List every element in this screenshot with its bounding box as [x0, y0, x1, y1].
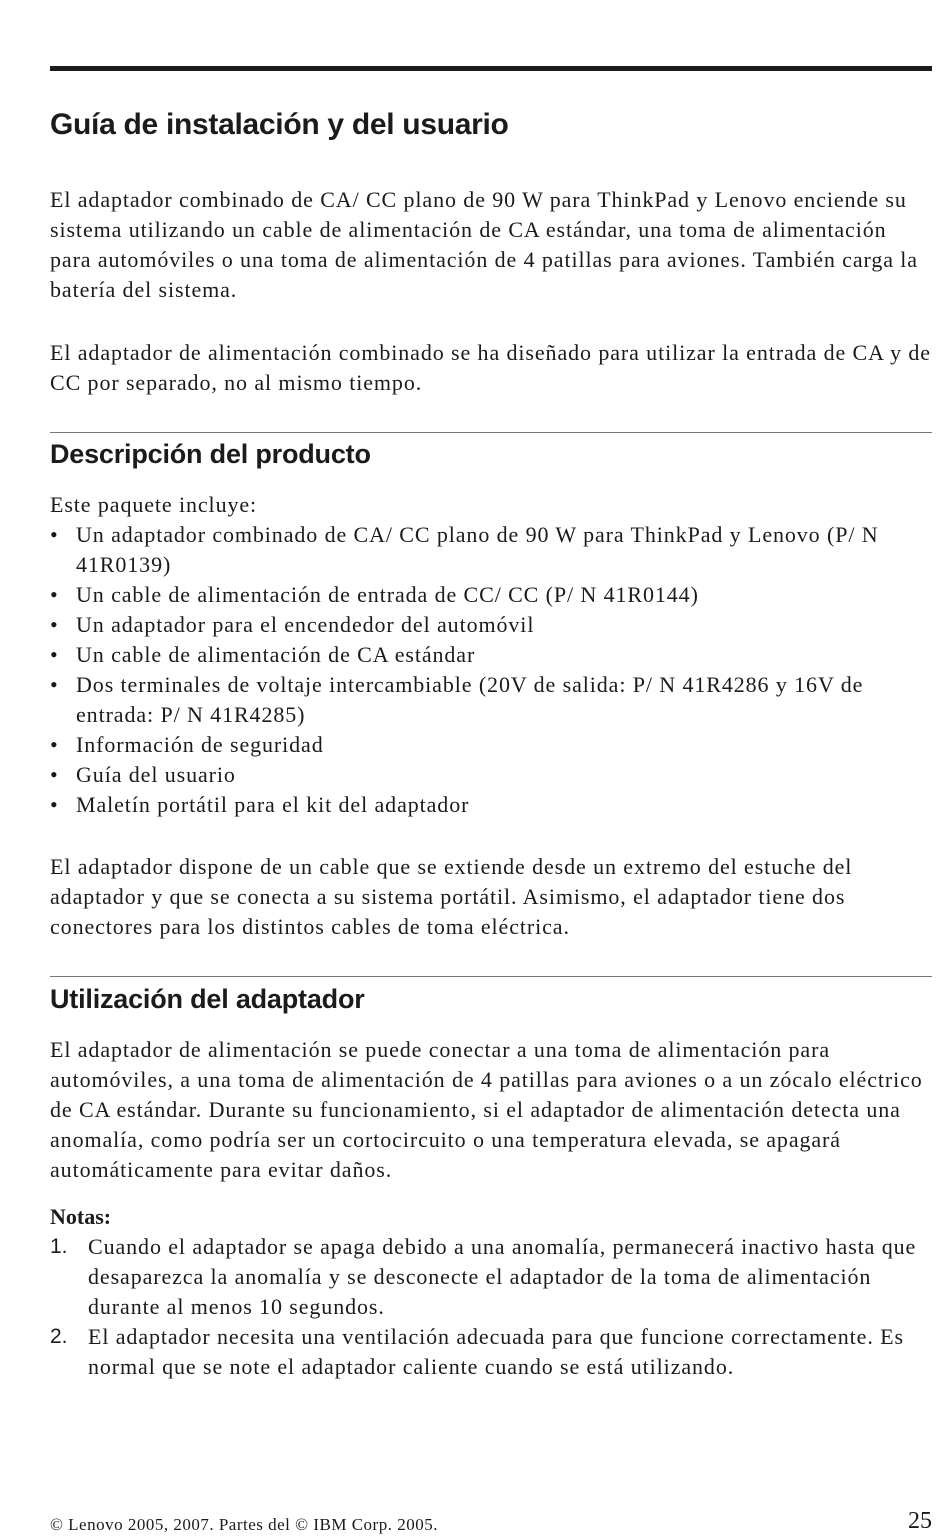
list-item-text: Un cable de alimentación de CA estándar — [76, 642, 476, 667]
note-text: Cuando el adaptador se apaga debido a una anomalía, permanecerá inactivo hasta que desaparezca la anomalía y se desconecte el adaptador de la toma de alimentación durante al menos 10 segundos. — [88, 1234, 917, 1319]
intro-paragraph-1: El adaptador combinado de CA/ CC plano de 90 W para ThinkPad y Lenovo enciende su sistema utilizando un cable de alimentación de CA estándar, una toma de alimentación para automóviles o una toma de alimentación de 4 patillas para aviones. También carga la batería del sistema. — [50, 187, 918, 302]
list-item-text: Un adaptador para el encendedor del automóvil — [76, 612, 535, 637]
section-rule-description — [50, 432, 932, 433]
section-rule-usage — [50, 976, 932, 977]
bullet-icon: • — [50, 582, 59, 607]
note-number: 1. — [50, 1235, 68, 1258]
copyright-footer: © Lenovo 2005, 2007. Partes del © IBM Corp. 2005. — [50, 1515, 438, 1534]
description-closing-paragraph: El adaptador dispone de un cable que se extiende desde un extremo del estuche del adaptador y que se conecta a su sistema portátil. Asimismo, el adaptador tiene dos conectores para los distintos cables de toma eléctrica. — [50, 854, 853, 939]
bullet-icon: • — [50, 792, 59, 817]
list-item-text: Un cable de alimentación de entrada de CC/ CC (P/ N 41R0144) — [76, 582, 699, 607]
list-item — [50, 610, 932, 640]
bullet-icon: • — [50, 642, 59, 667]
note-number: 2. — [50, 1325, 68, 1348]
top-rule — [50, 66, 932, 71]
bullet-icon: • — [50, 762, 59, 787]
bullet-icon: • — [50, 612, 59, 637]
list-item — [50, 580, 932, 610]
list-item-text: Guía del usuario — [76, 762, 236, 787]
list-item-text: Dos terminales de voltaje intercambiable (20V de salida: P/ N 41R4286 y 16V de entrada: P/ N 41R4285) — [76, 672, 864, 727]
list-item — [50, 760, 932, 790]
list-item-text: Un adaptador combinado de CA/ CC plano de 90 W para ThinkPad y Lenovo (P/ N 41R0139) — [76, 522, 879, 577]
bullet-icon: • — [50, 732, 59, 757]
section-heading-description: Descripción del producto — [50, 439, 371, 469]
description-content — [50, 490, 932, 820]
notes-title: Notas: — [50, 1204, 112, 1229]
list-item — [50, 520, 932, 580]
page-title: Guía de instalación y del usuario — [50, 108, 509, 141]
package-contents-list — [50, 520, 932, 820]
note-item — [50, 1322, 932, 1382]
bullet-icon: • — [50, 522, 59, 547]
bullet-icon: • — [50, 672, 59, 697]
intro-paragraph-2: El adaptador de alimentación combinado se ha diseñado para utilizar la entrada de CA y de CC por separado, no al mismo tiempo. — [50, 340, 931, 395]
page-number: 25 — [908, 1508, 932, 1534]
list-item — [50, 790, 932, 820]
notes-list — [50, 1232, 932, 1382]
notes-block — [50, 1202, 932, 1382]
list-item — [50, 670, 932, 730]
section-heading-usage: Utilización del adaptador — [50, 984, 365, 1014]
list-item-text: Maletín portátil para el kit del adaptador — [76, 792, 470, 817]
list-item — [50, 730, 932, 760]
description-lead: Este paquete incluye: — [50, 492, 258, 517]
usage-paragraph: El adaptador de alimentación se puede conectar a una toma de alimentación para automóviles, a una toma de alimentación de 4 patillas para aviones o a un zócalo eléctrico de CA estándar. Durante su funcionamiento, si el adaptador de alimentación detecta una anomalía, como podría ser un cortocircuito o una temperatura elevada, se apagará automáticamente para evitar daños. — [50, 1037, 923, 1182]
note-text: El adaptador necesita una ventilación adecuada para que funcione correctamente. Es normal que se note el adaptador caliente cuando se está utilizando. — [88, 1324, 904, 1379]
list-item-text: Información de seguridad — [76, 732, 324, 757]
list-item — [50, 640, 932, 670]
note-item — [50, 1232, 932, 1322]
